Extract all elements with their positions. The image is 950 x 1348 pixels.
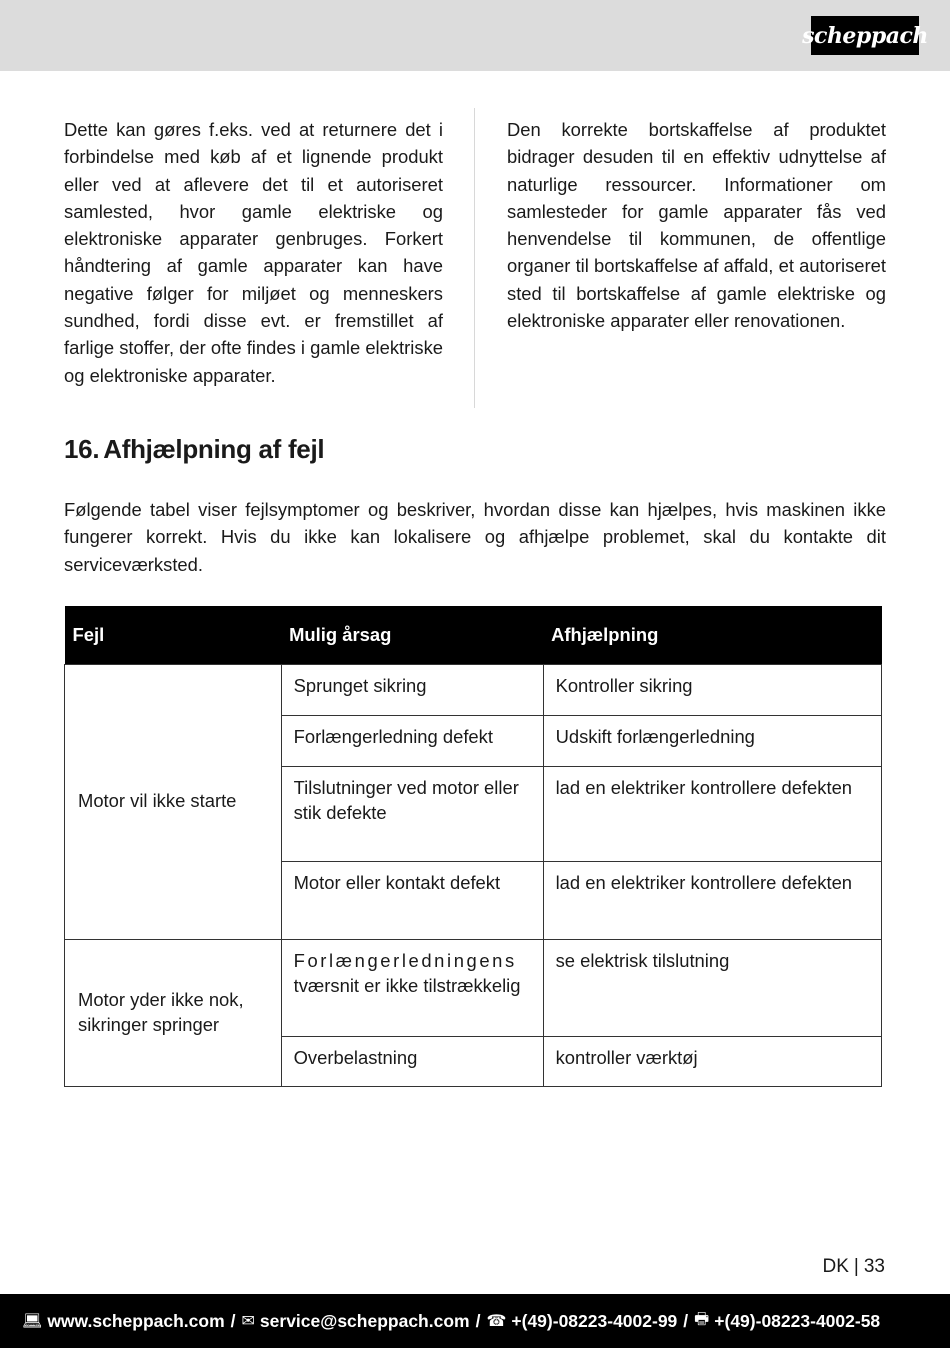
fault-cell: Motor yder ikke nok, sikringer springer [65, 940, 282, 1087]
email-link[interactable]: service@scheppach.com [259, 1310, 470, 1331]
fax-number: +(49)-08223-4002-58 [714, 1310, 881, 1331]
cause-cell [281, 940, 543, 1037]
fax-icon: 🖶︎ [694, 1310, 710, 1328]
page-indicator [823, 1256, 885, 1278]
separator: / [230, 1310, 236, 1331]
remedy-cell: se elektrisk tilslutning [543, 940, 881, 1037]
remedy-cell: Kontroller sikring [543, 665, 881, 716]
phone-number: +(49)-08223-4002-99 [511, 1310, 678, 1331]
cause-cell: Forlængerledning defekt [281, 716, 543, 767]
cause-cell: Sprunget sikring [281, 665, 543, 716]
header-remedy: Afhjælpning [543, 606, 881, 665]
cause-cell: Overbelastning [281, 1037, 543, 1087]
page-separator: | [853, 1256, 859, 1277]
scheppach-logo: scheppach [811, 16, 919, 55]
disposal-text-right: Den korrekte bortskaffelse af produktet bidrager desuden til en effektiv udnyttelse af naturlige ressourcer. Informationer om samlesteder for gamle apparater fås ved henvendelse til kommunen, de offentlige organer til bortskaffelse af affald, et autoriseret sted til bortskaffelse af gamle elektriske og elektroniske apparater eller renovationen. [507, 119, 886, 332]
separator: / [683, 1310, 689, 1331]
mail-icon: ✉︎ [241, 1313, 255, 1330]
section-intro: Følgende tabel viser fejlsymptomer og beskriver, hvordan disse kan hjælpes, hvis maskinen ikke fungerer korrekt. Hvis du ikke kan lokalisere og afhjælpe problemet, skal du kontakte dit serviceværksted. [64, 499, 886, 575]
remedy-cell: lad en elektriker kontrollere defekten [543, 862, 881, 940]
website-link[interactable]: www.scheppach.com [47, 1310, 225, 1331]
section-number: 16. [64, 434, 100, 464]
column-divider [474, 108, 475, 408]
table-header-row [65, 606, 882, 665]
cause-rest: tværsnit er ikke tilstrækkelig [293, 974, 521, 996]
computer-icon: 💻︎ [22, 1313, 43, 1330]
cause-cell: Motor eller kontakt defekt [281, 862, 543, 940]
cause-cell: Tilslutninger ved motor eller stik defekte [281, 767, 543, 862]
remedy-cell: kontroller værktøj [543, 1037, 881, 1087]
language-code: DK [822, 1256, 849, 1277]
section-heading [64, 434, 324, 465]
header-fault: Fejl [65, 606, 282, 665]
page-number: 33 [863, 1256, 885, 1277]
troubleshooting-table [64, 606, 882, 1087]
disposal-text-left: Dette kan gøres f.eks. ved at returnere det i forbindelse med køb af et lignende produkt eller ved at aflevere det til et autoriseret samlested, hvor gamle elektriske og elektroniske apparater genbruges. Forkert håndtering af gamle apparater kan have negative følger for miljøet og menneskers sundhed, fordi disse evt. er fremstillet af farlige stoffer, der ofte findes i gamle elektriske og elektroniske apparater. [64, 119, 443, 386]
fault-cell: Motor vil ikke starte [65, 665, 282, 940]
cause-first-word: Forlængerledningens [293, 950, 517, 971]
table-row [65, 940, 882, 1037]
header-cause: Mulig årsag [281, 606, 543, 665]
phone-icon: ☎︎ [486, 1313, 507, 1330]
table-row [65, 665, 882, 716]
footer-contact-bar [0, 1294, 950, 1348]
remedy-cell: Udskift forlængerledning [543, 716, 881, 767]
separator: / [475, 1310, 481, 1331]
remedy-cell: lad en elektriker kontrollere defekten [543, 767, 881, 862]
section-title: Afhjælpning af fejl [103, 434, 325, 464]
